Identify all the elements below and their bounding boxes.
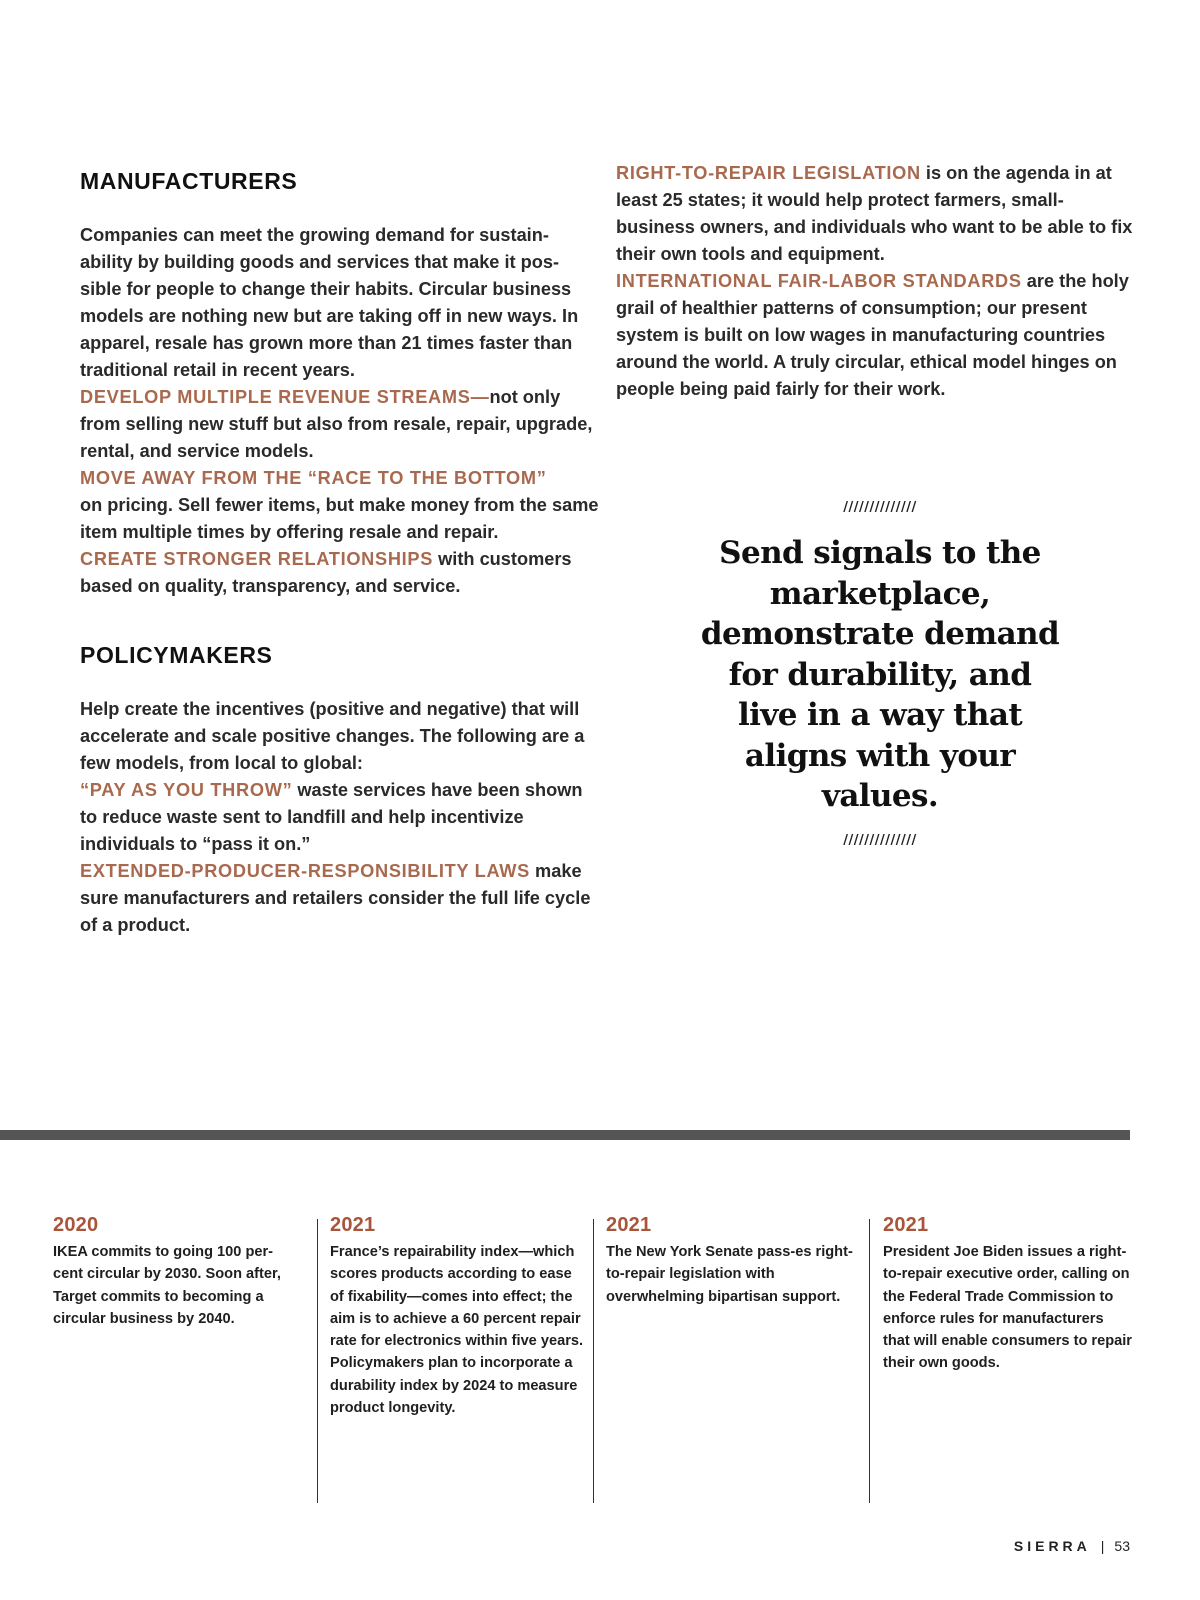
page-footer — [1014, 1538, 1130, 1554]
timeline-text: IKEA commits to going 100 per-cent circular by 2030. Soon after, Target commits to becoming a circular business by 2040. — [53, 1244, 281, 1327]
timeline-entry — [883, 1214, 1133, 1375]
left-column — [80, 160, 600, 939]
item-text: make sure manufacturers and retailers consider the full life cycle of a product. — [80, 861, 591, 935]
policymakers-item-epr-laws — [80, 858, 600, 939]
item-lead: MOVE AWAY FROM THE “RACE TO THE BOTTOM” — [80, 468, 547, 488]
timeline-year: 2021 — [883, 1214, 929, 1236]
item-text: waste services have been shown to reduce waste sent to landfill and help incentivize individuals to “pass it on.” — [80, 780, 583, 854]
timeline-entry — [330, 1214, 584, 1419]
item-text: with customers based on quality, transparency, and service. — [80, 549, 572, 596]
right-column — [616, 160, 1136, 403]
timeline-year: 2021 — [606, 1214, 652, 1236]
timeline-text: President Joe Biden issues a right-to-repair executive order, calling on the Federal Trade Commission to enforce rules for manufacturers that will enable consumers to repair their own goods. — [883, 1244, 1132, 1372]
timeline-text: France’s repairability index—which scores products according to ease of fixability—comes into effect; the aim is to achieve a 60 percent repair rate for electronics within five years. Policymakers plan to incorporate a durability index by 2024 to measure product longevity. — [330, 1244, 584, 1417]
manufacturers-intro: Companies can meet the growing demand for sustain-ability by building goods and services that make it pos-sible for people to change their habits. Circular business models are nothing new but are taking off in new ways. In apparel, resale has grown more than 21 times faster than traditional retail in recent years. — [80, 225, 579, 380]
footer-separator: | — [1100, 1538, 1105, 1554]
manufacturers-item-race — [80, 465, 600, 546]
item-text: not only from selling new stuff but also from resale, repair, upgrade, rental, and service models. — [80, 387, 593, 461]
policymakers-item-pay-as-you-throw — [80, 777, 600, 858]
timeline-entry — [53, 1214, 303, 1330]
manufacturers-item-relationships — [80, 546, 600, 600]
timeline-year: 2021 — [330, 1214, 376, 1236]
timeline-entry — [606, 1214, 856, 1308]
item-lead: RIGHT-TO-REPAIR LEGISLATION — [616, 163, 921, 183]
publication-name: SIERRA — [1013, 1538, 1091, 1554]
policymakers-item-fair-labor — [616, 268, 1136, 403]
item-text: is on the agenda in at least 25 states; it would help protect farmers, small-business owners, and individuals who want to be able to fix their own tools and equipment. — [616, 163, 1133, 264]
item-text: on pricing. Sell fewer items, but make money from the same item multiple times by offering resale and repair. — [80, 495, 599, 542]
timeline-year: 2020 — [53, 1214, 99, 1236]
manufacturers-item-revenue — [80, 384, 600, 465]
page-number: 53 — [1114, 1538, 1130, 1554]
timeline-column-rule — [317, 1219, 318, 1503]
pull-quote-text: Send signals to the marketplace, demonstrate demand for durability, and live in a way that aligns with your values. — [700, 535, 1060, 814]
item-lead: INTERNATIONAL FAIR-LABOR STANDARDS — [616, 271, 1022, 291]
item-lead: EXTENDED-PRODUCER-RESPONSIBILITY LAWS — [80, 861, 530, 881]
item-lead: CREATE STRONGER RELATIONSHIPS — [80, 549, 434, 569]
item-lead: “PAY AS YOU THROW” — [80, 780, 293, 800]
policymakers-intro: Help create the incentives (positive and negative) that will accelerate and scale positive changes. The following are a few models, from local to global: — [80, 699, 585, 773]
policymakers-item-right-to-repair — [616, 160, 1136, 268]
pull-quote-bottom-ornament: ////////////// — [843, 832, 917, 848]
manufacturers-heading: MANUFACTURERS — [80, 168, 298, 194]
item-lead: DEVELOP MULTIPLE REVENUE STREAMS— — [80, 387, 490, 407]
timeline-text: The New York Senate pass-es right-to-repair legislation with overwhelming bipartisan support. — [606, 1244, 853, 1305]
timeline-column-rule — [593, 1219, 594, 1503]
timeline-divider-bar — [0, 1130, 1130, 1140]
policymakers-heading: POLICYMAKERS — [80, 642, 273, 668]
item-text: are the holy grail of healthier patterns of consumption; our present system is built on low wages in manufacturing countries around the world. A truly circular, ethical model hinges on people being paid fairly for their work. — [616, 271, 1129, 399]
timeline-column-rule — [869, 1219, 870, 1503]
pull-quote-top-ornament: ////////////// — [843, 500, 917, 515]
pull-quote — [700, 500, 1060, 848]
